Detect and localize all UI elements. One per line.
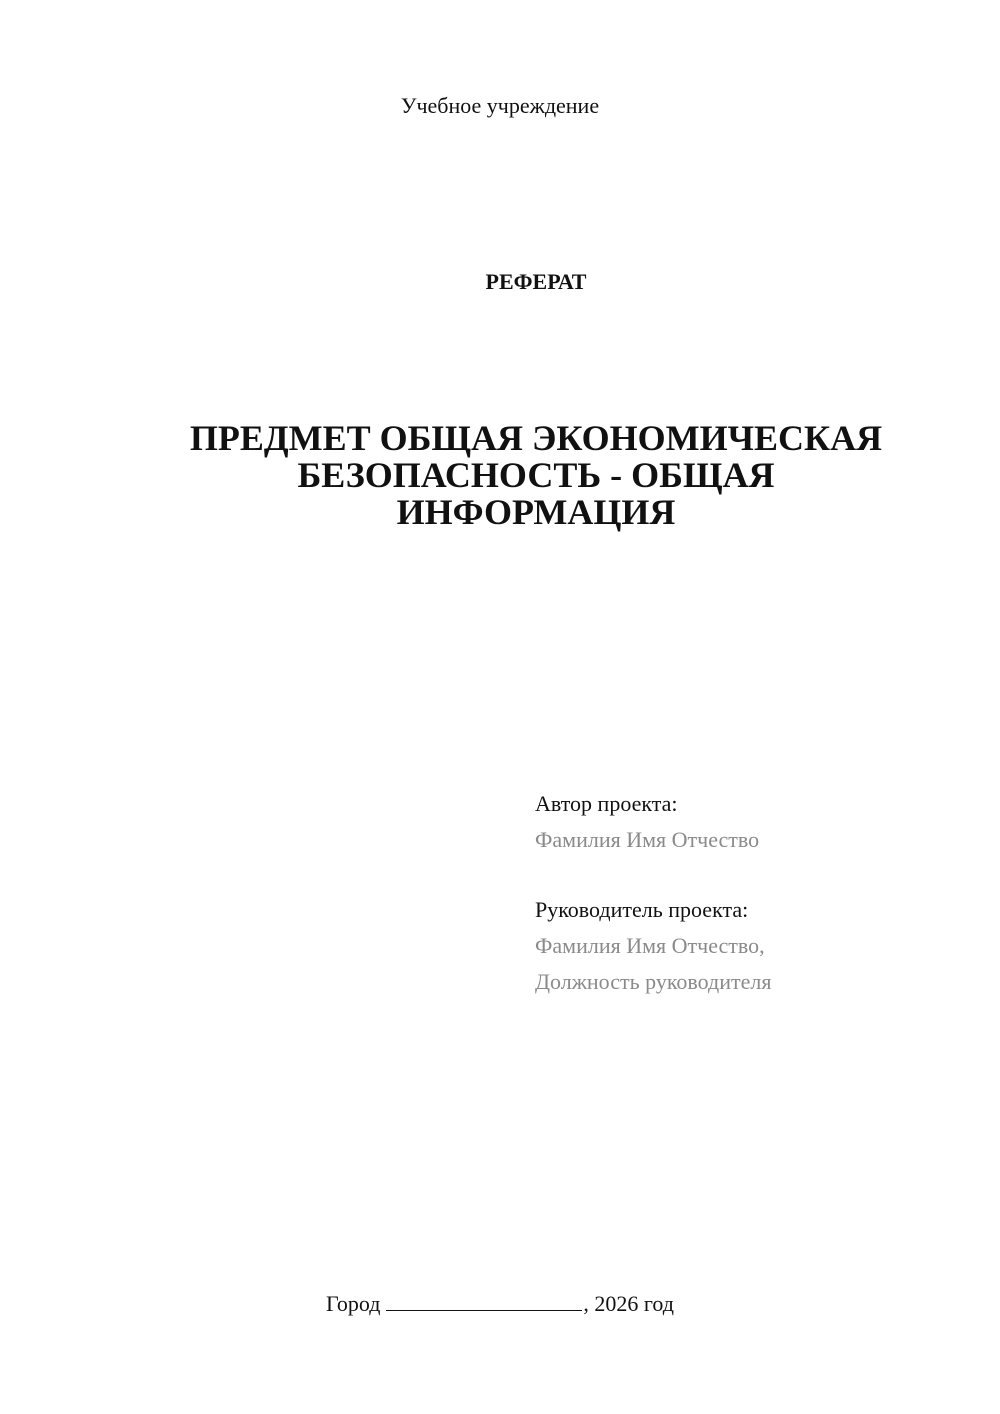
institution-name: Учебное учреждение — [400, 93, 600, 118]
document-type: РЕФЕРАТ — [485, 269, 587, 294]
supervisor-label: Руководитель проекта: — [535, 897, 749, 922]
supervisor-name: Фамилия Имя Отчество, — [535, 933, 765, 958]
document-title — [136, 420, 936, 531]
author-block — [535, 786, 759, 858]
title-line-3: ИНФОРМАЦИЯ — [396, 492, 676, 532]
year-text: , 2026 год — [583, 1291, 674, 1316]
author-name: Фамилия Имя Отчество — [535, 827, 760, 852]
title-line-2: БЕЗОПАСНОСТЬ - ОБЩАЯ — [297, 455, 775, 495]
author-label: Автор проекта: — [535, 791, 678, 816]
city-label: Город — [326, 1291, 381, 1316]
supervisor-block — [535, 892, 771, 1000]
title-line-1: ПРЕДМЕТ ОБЩАЯ ЭКОНОМИЧЕСКАЯ — [189, 418, 883, 458]
supervisor-position: Должность руководителя — [535, 969, 772, 994]
city-blank-line — [386, 1290, 582, 1311]
footer-city-year — [0, 1290, 1000, 1318]
